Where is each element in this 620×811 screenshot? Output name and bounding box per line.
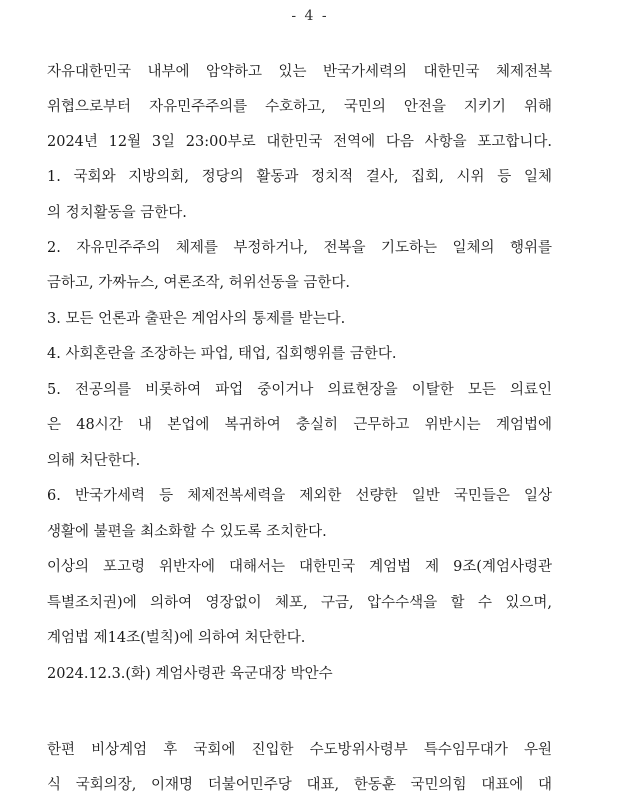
text-line: 한편 비상계엄 후 국회에 진입한 수도방위사령부 특수임무대가 우원	[47, 742, 552, 758]
text-line: 위협으로부터 자유민주주의를 수호하고, 국민의 안전을 지키기 위해	[47, 99, 552, 115]
text-line: 계엄법 제14조(벌칙)에 의하여 처단한다.	[47, 630, 306, 646]
text-line: 2. 자유민주주의 체제를 부정하거나, 전복을 기도하는 일체의 행위를	[47, 240, 552, 256]
text-line: 4. 사회혼란을 조장하는 파업, 태업, 집회행위를 금한다.	[47, 346, 397, 362]
text-line: 생활에 불편을 최소화할 수 있도록 조치한다.	[47, 524, 327, 540]
text-line: 이상의 포고령 위반자에 대해서는 대한민국 계엄법 제 9조(계엄사령관	[47, 559, 552, 575]
text-line: 식 국회의장, 이재명 더불어민주당 대표, 한동훈 국민의힘 대표에 대	[47, 777, 552, 793]
text-line: 자유대한민국 내부에 암약하고 있는 반국가세력의 대한민국 체제전복	[47, 64, 552, 80]
text-line: 의해 처단한다.	[47, 453, 141, 469]
text-line: 특별조치권)에 의하여 영장없이 체포, 구금, 압수수색을 할 수 있으며,	[47, 595, 552, 611]
signature-date-line: 2024.12.3.(화) 계엄사령관 육군대장 박안수	[47, 666, 333, 682]
text-line: 3. 모든 언론과 출판은 계엄사의 통제를 받는다.	[47, 311, 346, 327]
page-number: - 4 -	[291, 8, 329, 24]
text-line: 은 48시간 내 본업에 복귀하여 충실히 근무하고 위반시는 계엄법에	[47, 417, 552, 433]
text-line: 6. 반국가세력 등 체제전복세력을 제외한 선량한 일반 국민들은 일상	[47, 488, 552, 504]
text-line: 5. 전공의를 비롯하여 파업 중이거나 의료현장을 이탈한 모든 의료인	[47, 382, 552, 398]
text-line: 금하고, 가짜뉴스, 여론조작, 허위선동을 금한다.	[47, 275, 351, 291]
text-line: 의 정치활동을 금한다.	[47, 205, 187, 221]
text-line: 2024년 12월 3일 23:00부로 대한민국 전역에 다음 사항을 포고합니다.	[47, 134, 552, 150]
text-line: 1. 국회와 지방의회, 정당의 활동과 정치적 결사, 집회, 시위 등 일체	[47, 169, 552, 185]
